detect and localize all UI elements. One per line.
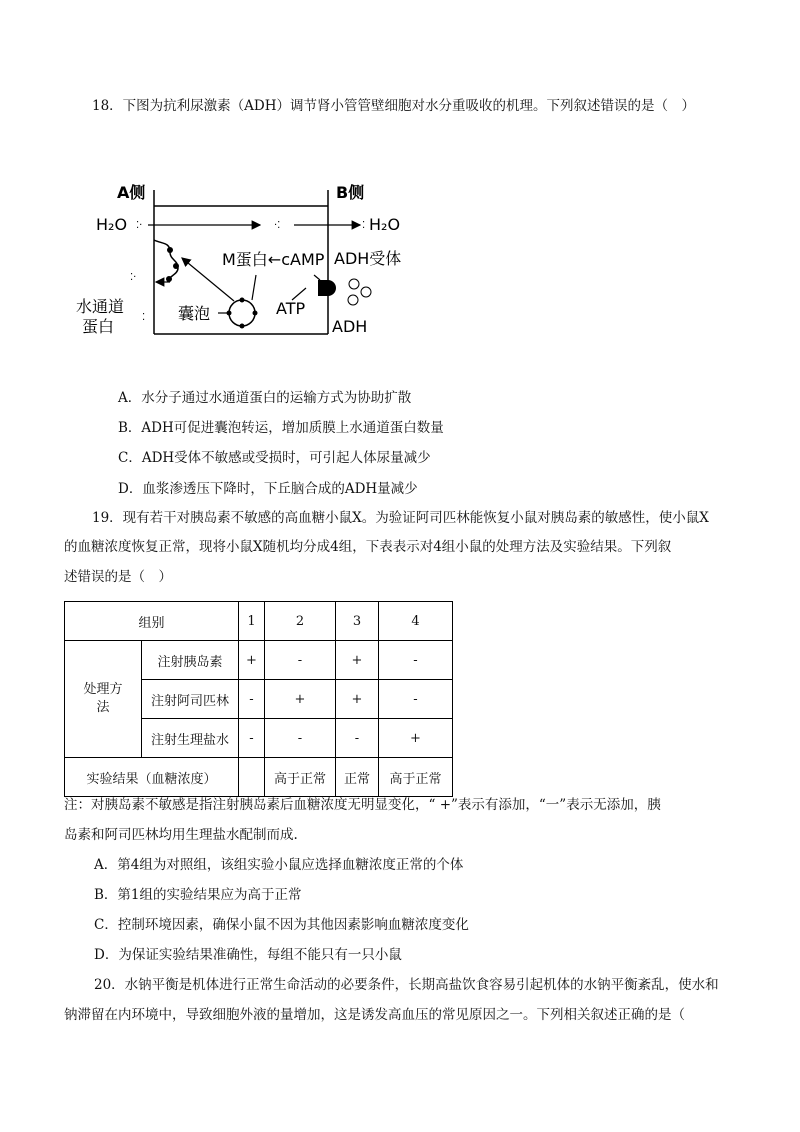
result-cell: 高于正常: [379, 758, 453, 797]
q19-stem-line-1: 19．现有若干对胰岛素不敏感的高血糖小鼠X。为验证阿司匹林能恢复小鼠对胰岛素的敏感性，使小鼠X: [92, 510, 709, 526]
table-cell: +: [336, 680, 379, 719]
q19-option-b: B．第1组的实验结果应为高于正常: [94, 887, 302, 903]
group-cell: 2: [265, 602, 336, 641]
q18-option-c: C．ADH受体不敏感或受损时，可引起人体尿量减少: [118, 450, 431, 466]
q20-stem-line-2: 钠滞留在内环境中，导致细胞外液的量增加，这是诱发高血压的常见原因之一。下列相关叙述正确的是（: [64, 1007, 685, 1023]
treatment-header-line-2: 法: [96, 700, 110, 715]
q19-option-a: A．第4组为对照组，该组实验小鼠应选择血糖浓度正常的个体: [94, 857, 464, 873]
q19-table: [64, 601, 453, 797]
q19-option-c: C．控制环境因素，确保小鼠不因为其他因素影响血糖浓度变化: [94, 917, 469, 933]
water-dots-icon: ⁚: [362, 220, 366, 231]
table-row: [65, 641, 453, 680]
table-cell: -: [265, 719, 336, 758]
table-cell: -: [379, 641, 453, 680]
result-cell: 正常: [336, 758, 379, 797]
group-cell: 3: [336, 602, 379, 641]
adh-label: ADH: [332, 317, 368, 336]
atp-label: ATP: [276, 299, 306, 318]
adh-mechanism-diagram: [70, 172, 430, 352]
h2o-left-label: H₂O: [96, 215, 128, 234]
row-label-cell: 注射生理盐水: [142, 719, 239, 758]
vesicle-icon: [229, 300, 255, 326]
table-cell: -: [239, 719, 265, 758]
table-cell: +: [239, 641, 265, 680]
table-cell: -: [265, 641, 336, 680]
water-dots-icon: ·⁚: [274, 220, 281, 231]
table-row: [65, 602, 453, 641]
water-dots-icon: ⁚·: [136, 220, 143, 231]
table-cell: +: [379, 719, 453, 758]
result-cell: 高于正常: [265, 758, 336, 797]
water-dots-icon: ⁚·: [130, 272, 137, 283]
result-label-cell: 实验结果（血糖浓度）: [65, 758, 239, 797]
q19-note-line-2: 岛素和阿司匹林均用生理盐水配制而成.: [64, 827, 298, 843]
q18-option-a: A．水分子通过水通道蛋白的运输方式为协助扩散: [118, 390, 412, 406]
water-channel-label-1: 水通道: [76, 297, 125, 316]
table-row: [65, 758, 453, 797]
q19-stem-line-3: 述错误的是（ ）: [64, 569, 172, 585]
m-protein-arrow: [252, 275, 256, 300]
q19-option-d: D．为保证实验结果准确性，每组不能只有一只小鼠: [94, 947, 402, 963]
row-label-cell: 注射阿司匹林: [142, 680, 239, 719]
q18-stem: 18．下图为抗利尿激素（ADH）调节肾小管管壁细胞对水分重吸收的机理。下列叙述错误的是（ ）: [92, 98, 696, 114]
table-cell: -: [239, 680, 265, 719]
q20-stem-line-1: 20．水钠平衡是机体进行正常生命活动的必要条件，长期高盐饮食容易引起机体的水钠平衡紊乱，使水和: [94, 977, 719, 993]
water-dots-icon: ⁚: [142, 312, 146, 323]
table-cell: +: [265, 680, 336, 719]
treatment-header-cell: [65, 641, 142, 758]
adh-receptor-icon: [318, 280, 336, 296]
h2o-right-label: H₂O: [369, 215, 401, 234]
b-side-label: B侧: [336, 183, 365, 202]
group-cell: 4: [379, 602, 453, 641]
a-side-label: A侧: [117, 183, 146, 202]
q18-option-d: D．血浆渗透压下降时，下丘脑合成的ADH量减少: [118, 481, 418, 497]
m-protein-camp-label: M蛋白←cAMP: [222, 250, 325, 269]
adh-receptor-label: ADH受体: [334, 249, 402, 268]
result-cell: [239, 758, 265, 797]
treatment-header-line-1: 处理方: [83, 682, 123, 697]
group-header-cell: 组别: [65, 602, 239, 641]
group-cell: 1: [239, 602, 265, 641]
q19-stem-line-2: 的血糖浓度恢复正常，现将小鼠X随机均分成4组，下表表示对4组小鼠的处理方法及实验结果。下列叙: [64, 539, 672, 555]
row-label-cell: 注射胰岛素: [142, 641, 239, 680]
table-cell: -: [379, 680, 453, 719]
table-cell: +: [336, 641, 379, 680]
q18-option-b: B．ADH可促进囊泡转运，增加质膜上水通道蛋白数量: [118, 420, 444, 436]
vesicle-label: 囊泡: [178, 304, 211, 323]
table-cell: -: [336, 719, 379, 758]
q19-note-line-1: 注：对胰岛素不敏感是指注射胰岛素后血糖浓度无明显变化，“ +”表示有添加，“一”表示无添加，胰: [64, 797, 661, 813]
water-channel-label-2: 蛋白: [82, 317, 115, 336]
